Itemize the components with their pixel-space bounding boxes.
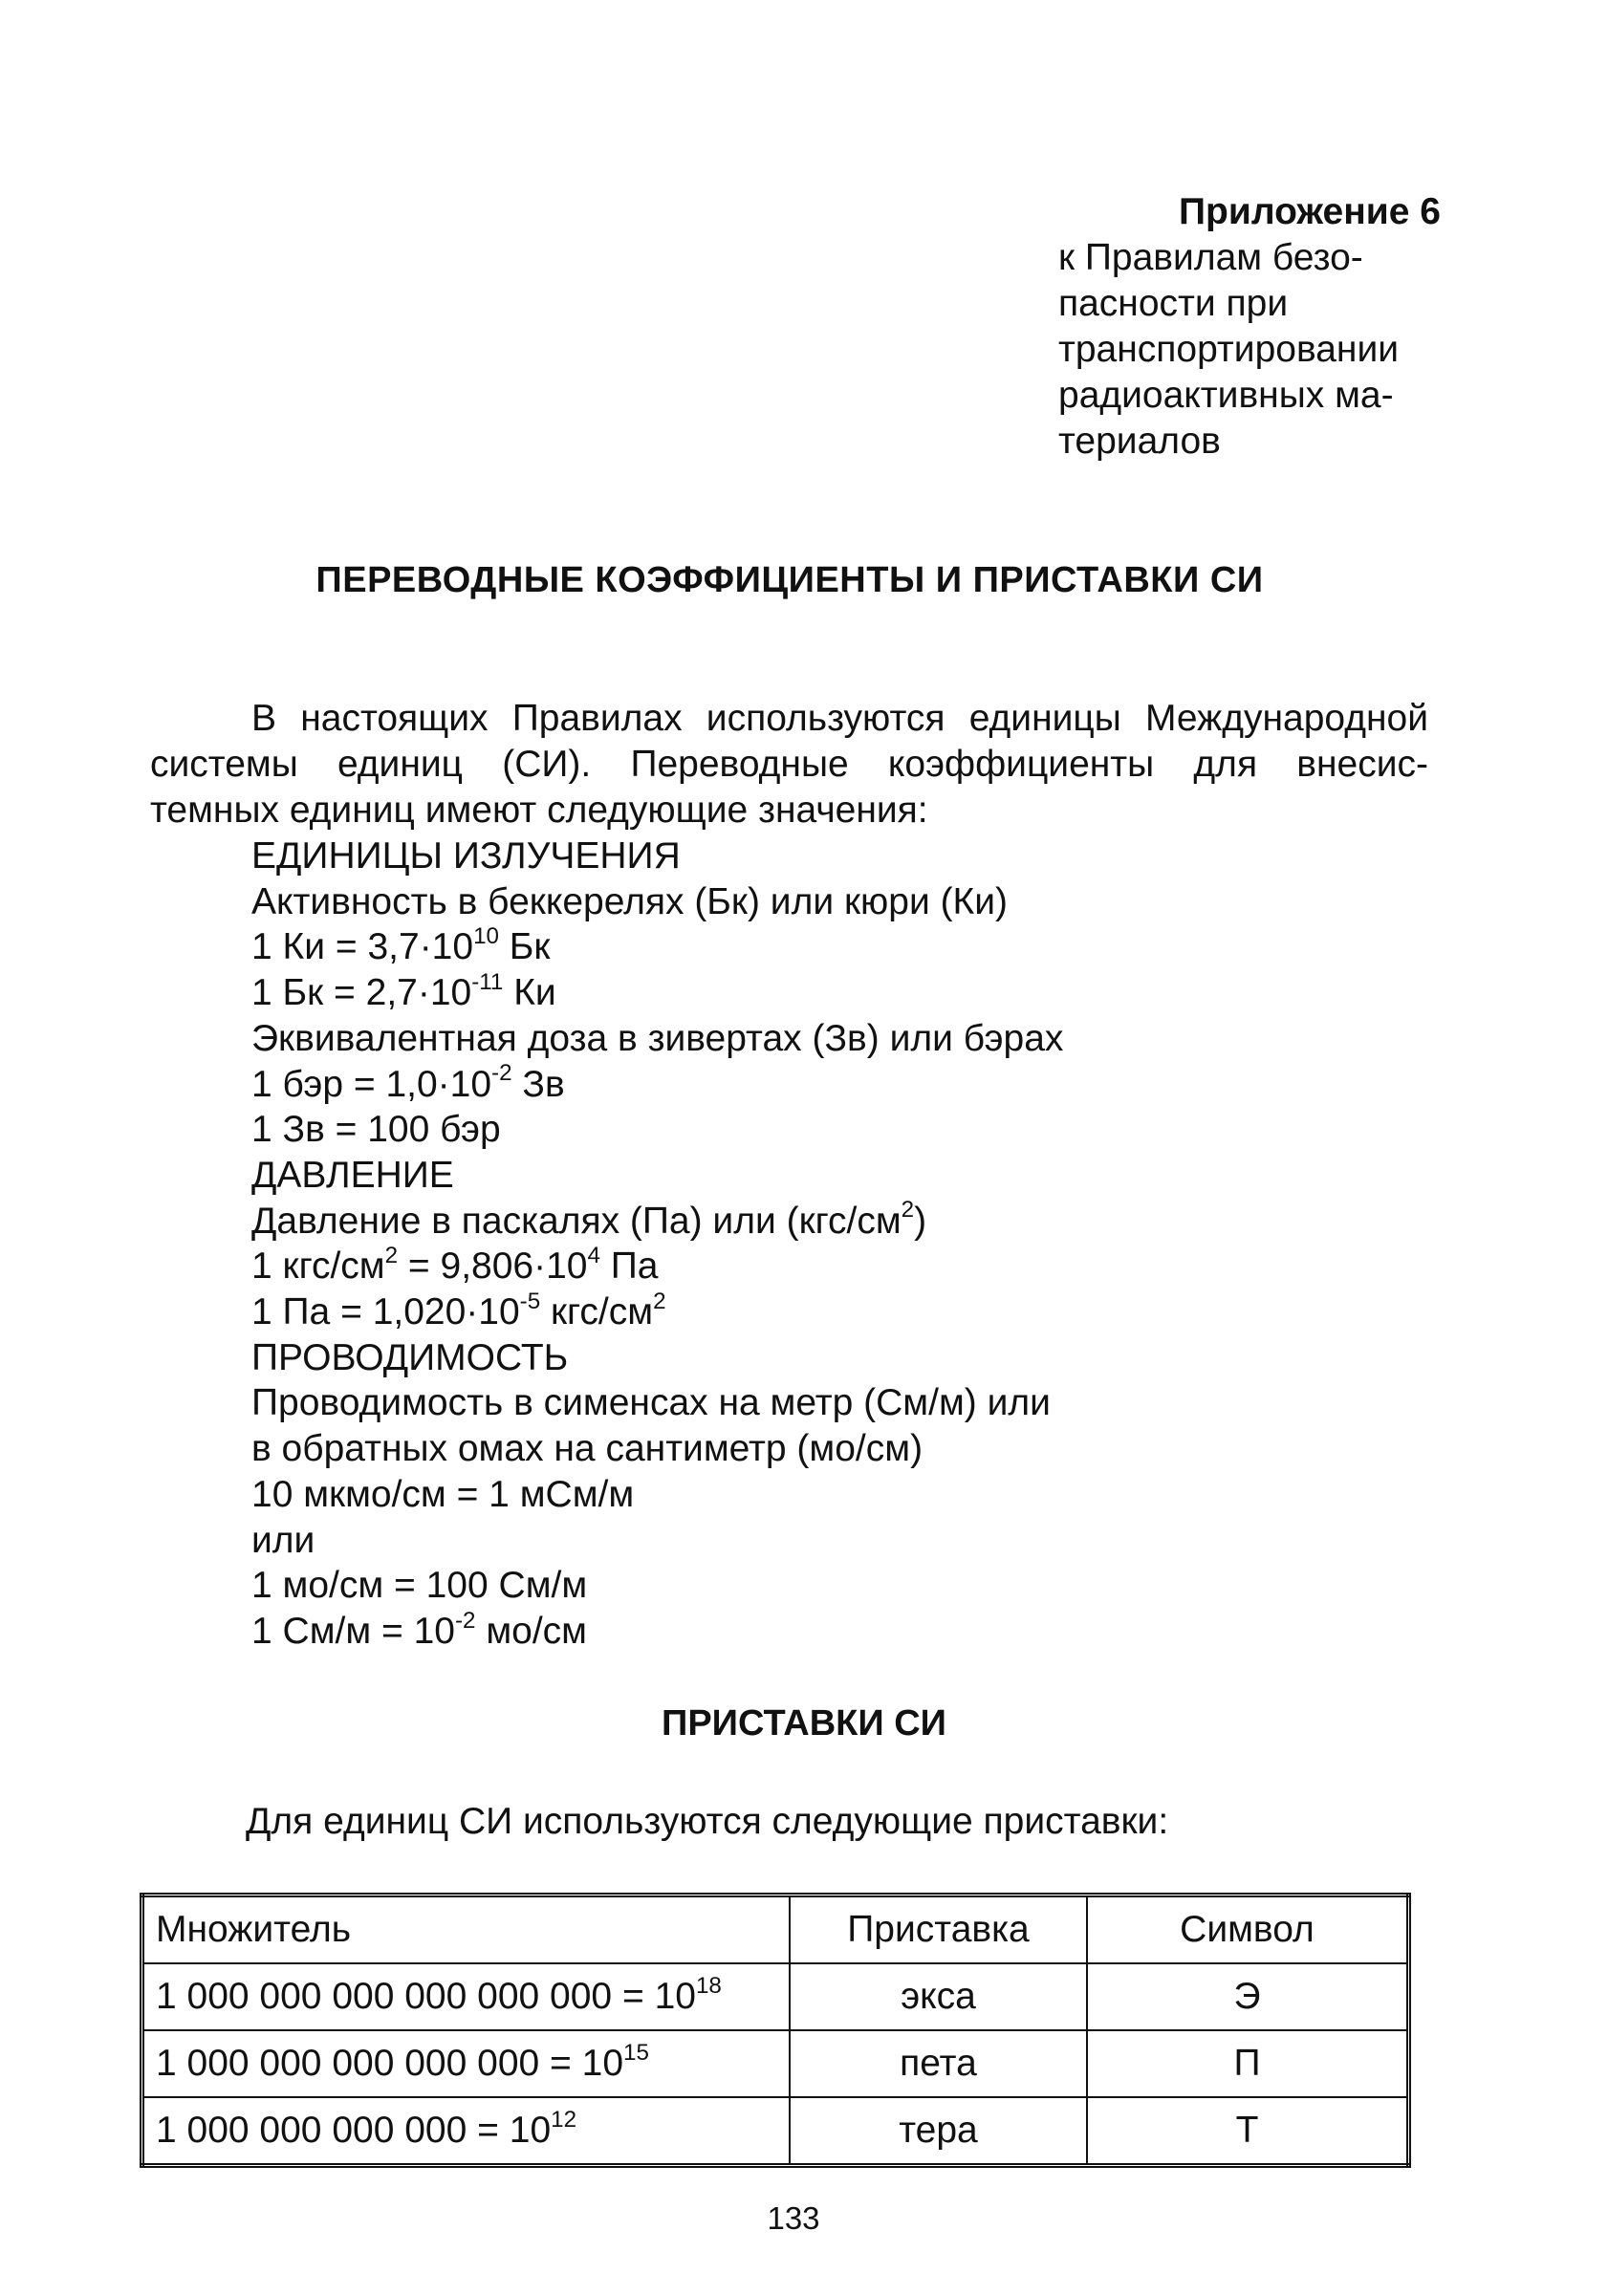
pa-to-kgf-formula: 1 Па = $1,020\cdot 10^{-5}$ кгс/$см^2$ [251, 1288, 666, 1333]
conductivity-header: ПРОВОДИМОСТЬ [251, 1336, 569, 1378]
prefix-table [140, 1893, 1411, 2168]
appendix-line: пасности при [1058, 283, 1289, 324]
conversion-list [251, 834, 1399, 1655]
symbol-cell: П [1087, 2030, 1409, 2097]
conductivity-formula: 1 мо/см = 100 См/м [251, 1565, 588, 1607]
radiation-units-header: ЕДИНИЦЫ ИЗЛУЧЕНИЯ [251, 835, 681, 877]
prefix-cell: экса [790, 1963, 1087, 2030]
section-heading: ПРИСТАВКИ СИ [662, 1703, 946, 1744]
intro-paragraph [150, 696, 1428, 834]
pressure-description: Давление в паскалях (Па) или $(кгс/см^2)$ [251, 1197, 927, 1242]
table-row [142, 2030, 1409, 2097]
column-header-multiplier: Множитель [142, 1895, 791, 1964]
ci-to-bq-formula: 1 Ки = $3,7\cdot 10^{10}$ Бк [251, 923, 551, 968]
symbol-cell: Т [1087, 2097, 1409, 2166]
rem-to-sv-formula: 1 бэр = $1,0\cdot 10^{-2}$ Зв [251, 1060, 565, 1105]
symbol-cell: Э [1087, 1963, 1409, 2030]
prefix-cell: тера [790, 2097, 1087, 2166]
multiplier-cell: 1 000 000 000 $000 = 10^{12}$ [142, 2097, 791, 2166]
appendix-title: Приложение 6 [1179, 191, 1441, 232]
conductivity-description: в обратных омах на сантиметр (мо/см) [251, 1428, 924, 1470]
conductivity-description: Проводимость в сименсах на метр (См/м) или [251, 1382, 1051, 1424]
prefixes-intro: Для единиц СИ используются следующие приставки: [246, 1801, 1169, 1842]
page-title: ПЕРЕВОДНЫЕ КОЭФФИЦИЕНТЫ И ПРИСТАВКИ СИ [315, 560, 1264, 600]
multiplier-cell: 1 000 000 000 000 000 $000 = 10^{18}$ [142, 1963, 791, 2030]
conductivity-formula: 10 мкмо/см = 1 мСм/м [251, 1473, 635, 1515]
appendix-line: транспортировании [1058, 329, 1400, 370]
column-header-symbol: Символ [1087, 1895, 1409, 1964]
appendix-line: териалов [1058, 421, 1221, 462]
intro-line: темных единиц имеют следующие значения: [150, 790, 928, 831]
sv-to-rem-formula: 1 Зв = 100 бэр [251, 1109, 501, 1151]
pressure-header: ДАВЛЕНИЕ [251, 1154, 454, 1196]
kgf-to-pa-formula: 1 кгс/$см^2 = 9,806\cdot 10^4$ Па [251, 1242, 659, 1288]
appendix-note [1058, 189, 1441, 465]
intro-line: системы единиц (СИ). Переводные коэффициенты для внесис- [150, 744, 1428, 785]
multiplier-cell: 1 000 000 000 000 $000 = 10^{15}$ [142, 2030, 791, 2097]
appendix-line: к Правилам безо- [1058, 237, 1363, 278]
conductivity-or: или [251, 1519, 315, 1561]
column-header-prefix: Приставка [790, 1895, 1087, 1964]
appendix-line: радиоактивных ма- [1058, 375, 1394, 416]
table-row [142, 1963, 1409, 2030]
dose-description: Эквивалентная доза в зивертах (Зв) или бэрах [251, 1017, 1064, 1059]
conductivity-formula: 1 $См/м = 10^{-2}$ мо/см [251, 1607, 587, 1652]
table-row [142, 2097, 1409, 2166]
bq-to-ci-formula: 1 Бк = $2,7\cdot 10^{-11}$ Ки [251, 968, 556, 1014]
page-number: 133 [767, 2200, 820, 2236]
table-header-row [142, 1895, 1409, 1964]
activity-description: Активность в беккерелях (Бк) или кюри (Ки) [251, 880, 1009, 922]
intro-line: В настоящих Правилах используются единицы Международной [251, 698, 1428, 739]
prefix-cell: пета [790, 2030, 1087, 2097]
